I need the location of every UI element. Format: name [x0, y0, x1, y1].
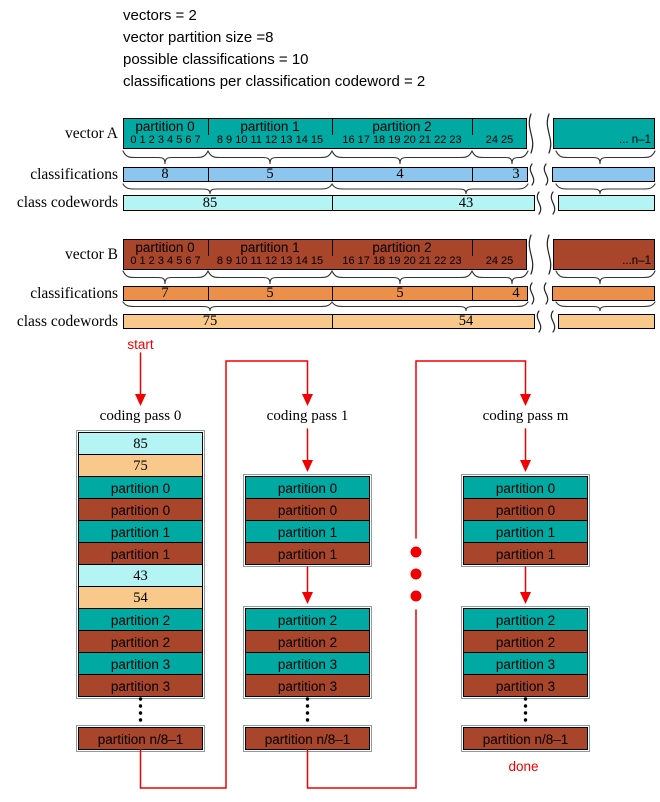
- info-line: vectors = 2: [123, 7, 197, 24]
- pass-row: 75: [78, 454, 203, 477]
- break-squiggle: [547, 114, 550, 153]
- pass-row: partition 2: [463, 630, 588, 653]
- partition-indices: 0 1 2 3 4 5 6 7: [130, 255, 201, 267]
- classifications-label: classifications: [30, 284, 118, 302]
- classification-value: 4: [512, 285, 520, 301]
- classification-divider: [472, 167, 473, 182]
- codewords-bar-tail: [558, 314, 655, 329]
- partition-indices: 8 9 10 11 12 13 14 15: [216, 255, 324, 267]
- partition-label: partition 1: [240, 119, 300, 134]
- classification-value: 8: [161, 166, 169, 182]
- more-passes-dot: [411, 547, 422, 558]
- brace: [208, 271, 332, 284]
- brace: [556, 151, 655, 164]
- pass-row: partition 0: [245, 476, 370, 499]
- brace: [332, 151, 472, 164]
- start-label: start: [127, 337, 154, 352]
- pass-row: partition 0: [245, 498, 370, 521]
- coding-pass-label: coding pass 0: [99, 408, 182, 424]
- pass-row: 54: [78, 586, 203, 609]
- coding-pass-label: coding pass m: [482, 408, 569, 424]
- break-squiggle: [537, 192, 540, 214]
- classifications-label: classifications: [30, 165, 118, 183]
- break-squiggle: [537, 311, 540, 332]
- vector-label: vector A: [65, 124, 118, 142]
- codeword-divider: [332, 314, 333, 329]
- classification-value: 4: [396, 166, 404, 182]
- pass-row: partition 3: [463, 652, 588, 675]
- info-line: possible classifications = 10: [123, 51, 309, 68]
- pass-row: partition 2: [245, 630, 370, 653]
- classification-value: 3: [512, 166, 520, 182]
- classifications-bar-tail: [552, 286, 655, 301]
- break-squiggle: [551, 192, 554, 214]
- pass-row: partition 3: [78, 674, 203, 697]
- vector-tail-label: ... n–1: [619, 134, 651, 146]
- ellipsis-dot: [524, 704, 527, 707]
- brace: [332, 302, 528, 311]
- flow-arrowhead: [302, 460, 313, 472]
- classification-value: 5: [266, 285, 274, 301]
- brace: [472, 151, 528, 164]
- classification-value: 7: [161, 285, 169, 301]
- pass-row: partition 2: [78, 608, 203, 631]
- partition-label: partition 0: [135, 119, 195, 134]
- partition-label: partition 2: [372, 119, 432, 134]
- brace: [556, 184, 655, 194]
- brace: [123, 271, 208, 284]
- flow-arrowhead: [520, 460, 531, 472]
- pass-row: partition 3: [78, 652, 203, 675]
- pass-tail-row: partition n/8–1: [245, 727, 370, 750]
- codeword-value: 85: [202, 195, 218, 211]
- pass-row: partition 0: [78, 498, 203, 521]
- ellipsis-dot: [139, 718, 142, 721]
- more-passes-dot: [411, 569, 422, 580]
- codewords-label: class codewords: [16, 312, 118, 330]
- codeword-value: 43: [458, 195, 474, 211]
- partition-divider: [472, 119, 473, 135]
- partition-divider: [332, 240, 333, 256]
- flow-arrowhead: [302, 394, 313, 406]
- pass-tail-outline: [76, 725, 205, 752]
- pass-row: partition 2: [463, 608, 588, 631]
- classification-divider: [332, 167, 333, 182]
- brace: [472, 271, 528, 284]
- codewords-label: class codewords: [16, 194, 118, 211]
- partition-indices: 8 9 10 11 12 13 14 15: [216, 134, 324, 146]
- partition-indices: 16 17 18 19 20 21 22 23: [342, 134, 462, 146]
- classification-value: 5: [396, 285, 404, 301]
- codewords-bar-tail: [558, 195, 655, 211]
- flow-arrowhead: [302, 592, 313, 604]
- pass-row: partition 0: [463, 476, 588, 499]
- pass-row: partition 1: [463, 520, 588, 543]
- info-line: vector partition size =8: [123, 29, 274, 46]
- pass-row: partition 1: [245, 520, 370, 543]
- coding-pass-label: coding pass 1: [266, 408, 349, 424]
- classification-divider: [332, 286, 333, 301]
- pass-row: partition 1: [78, 520, 203, 543]
- brace: [123, 302, 332, 311]
- pass-tail-row: partition n/8–1: [78, 727, 203, 750]
- flow-arrowhead: [520, 592, 531, 604]
- pass-row: partition 2: [78, 630, 203, 653]
- break-squiggle: [529, 235, 532, 274]
- brace: [332, 184, 528, 194]
- ellipsis-dot: [306, 711, 309, 714]
- brace: [123, 151, 208, 164]
- pass-row: partition 3: [463, 674, 588, 697]
- partition-label: partition 0: [135, 240, 195, 255]
- ellipsis-dot: [524, 718, 527, 721]
- pass-row: partition 0: [78, 476, 203, 499]
- brace: [208, 151, 332, 164]
- partition-divider: [472, 240, 473, 256]
- pass-row: partition 1: [463, 542, 588, 565]
- vector-tail-label: ...n–1: [622, 255, 651, 267]
- partition-indices: 24 25: [485, 134, 514, 146]
- partition-label: partition 1: [240, 240, 300, 255]
- pass-row: partition 1: [245, 542, 370, 565]
- classification-divider: [208, 286, 209, 301]
- classification-divider: [208, 167, 209, 182]
- break-squiggle: [529, 114, 532, 153]
- break-squiggle: [551, 311, 554, 332]
- classifications-bar-tail: [552, 167, 655, 182]
- break-squiggle: [544, 164, 547, 185]
- pass-tail-outline: [461, 725, 590, 752]
- codeword-value: 75: [202, 313, 218, 329]
- partition-indices: 16 17 18 19 20 21 22 23: [342, 255, 462, 267]
- pass-tail-row: partition n/8–1: [463, 727, 588, 750]
- break-squiggle: [544, 283, 547, 304]
- classification-value: 5: [266, 166, 274, 182]
- flow-arrowhead: [520, 394, 531, 406]
- pass-row: partition 3: [245, 652, 370, 675]
- brace: [123, 184, 332, 194]
- brace: [556, 271, 655, 284]
- pass-row: partition 3: [245, 674, 370, 697]
- brace: [332, 271, 472, 284]
- partition-indices: 0 1 2 3 4 5 6 7: [130, 134, 201, 146]
- ellipsis-dot: [139, 711, 142, 714]
- pass-row: 43: [78, 564, 203, 587]
- more-passes-dot: [411, 591, 422, 602]
- ellipsis-dot: [524, 711, 527, 714]
- codeword-value: 54: [458, 313, 474, 329]
- info-line: classifications per classification codeword = 2: [123, 73, 426, 90]
- ellipsis-dot: [139, 704, 142, 707]
- pass-row: 85: [78, 432, 203, 455]
- brace: [556, 302, 655, 311]
- vector-label: vector B: [65, 245, 118, 263]
- ellipsis-dot: [306, 704, 309, 707]
- pass-tail-outline: [243, 725, 372, 752]
- codeword-divider: [332, 195, 333, 211]
- ellipsis-dot: [306, 718, 309, 721]
- pass-row: partition 0: [463, 498, 588, 521]
- partition-divider: [332, 119, 333, 135]
- done-label: done: [508, 759, 539, 774]
- pass-row: partition 1: [78, 542, 203, 565]
- flow-arrowhead: [135, 394, 146, 406]
- break-squiggle: [547, 235, 550, 274]
- classification-divider: [472, 286, 473, 301]
- partition-indices: 24 25: [485, 255, 514, 267]
- pass-row: partition 2: [245, 608, 370, 631]
- partition-label: partition 2: [372, 240, 432, 255]
